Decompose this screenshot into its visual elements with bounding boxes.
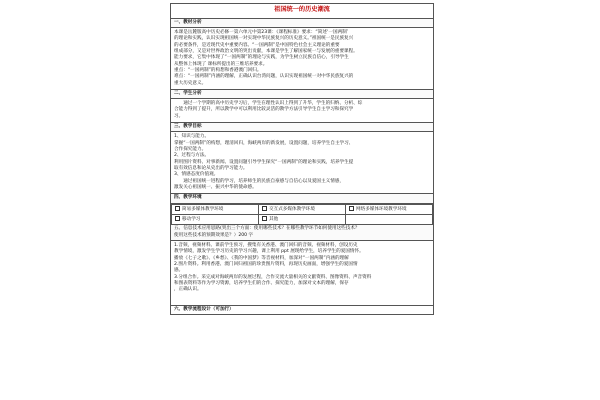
section-5-line: 2.图片资料。利用香港、澳门回归祖国的珍贵图片资料，再现历史画面，增强学生的爱国情	[174, 262, 358, 268]
checkbox-icon	[262, 206, 267, 211]
section-3-line: 通过祖国统一进程的学习，培养师生的民族自豪感与自信心以及爱国主义情感，	[183, 178, 344, 184]
section-5-line: 教学情境，激发学生学习历史的学习兴趣，课上利用 ppt 展现给学生，培养学生的爱国情怀。	[174, 249, 364, 255]
section-1-line: 重大历史意义。	[174, 80, 207, 86]
section-1-body	[171, 28, 433, 90]
section-1-line: 的必要条件，是近现代史中重要内容。“一国两制”是中国特色社会主义理论的重要	[174, 42, 340, 48]
section-3-line: 2、过程与方法。	[174, 153, 210, 159]
section-6-heading: 六、教学流程设计（可加行）	[174, 306, 234, 312]
section-5-line: ，正确认识。	[174, 287, 202, 293]
section-1-heading: 一、教材分析	[171, 19, 433, 28]
env-option[interactable]: 简易多媒体教学环境	[172, 204, 259, 214]
section-3-line: 利用图片资料、对事新闻、设置问题引导学生探究“一国两制”的理论和实践，培养学生提	[174, 159, 354, 165]
lesson-plan-document	[170, 3, 434, 315]
checkbox-icon	[175, 206, 180, 211]
section-1-line: 从整体上体现了 课标所提出的三维培养要求。	[174, 61, 268, 67]
section-5-heading: 五、信息技术应用思路(突出三个方面：使用哪些技术？在哪些教学环节如何使用这些技术？ 使用这些技术的预期效果是？）200 字	[171, 225, 433, 241]
env-option[interactable]: 网络多媒体环境教学环境	[346, 204, 433, 214]
section-5-line: 1.音频，视频材料。课前学生预习，搜集有关香港、澳门回归的音频、视频材料，创设历史	[174, 243, 358, 249]
section-3-line: 掌握“一国两制”的构想，理清回归，海峡两岸的新发展，设置问题，培养学生自主学习、	[174, 140, 354, 146]
blank-space	[174, 294, 430, 303]
section-2-line: 通过一个学期的高中历史学习后，学生在理性认识上得到了升华，学生的归纳、分析、综	[183, 101, 363, 107]
section-5-line: 3.分组合作。采完成对海峡两岸的发展过程，合作交流大量相关的文献资料、图像资料、声音资料	[174, 274, 372, 280]
section-2-body	[171, 99, 433, 123]
section-1-line: 难点：“一国两制”内涵的理解，正确认识台湾问题，认识实现祖国统一对中华民族复兴的	[174, 74, 354, 80]
section-2-line: 习。	[174, 113, 184, 119]
env-option[interactable]: 其他	[259, 215, 346, 225]
env-option-empty	[346, 215, 433, 225]
section-5-line: 感。	[174, 268, 184, 274]
section-3-line: 合作探究能力。	[174, 147, 207, 153]
section-3-line: 激发关心祖国统一、振兴中华的使命感。	[174, 185, 257, 191]
section-2-heading: 二、学生分析	[171, 90, 433, 99]
section-2-line: 合能力得到了提升，所以教学中可以利用比较灵活的教学方法引导学生自主学习和探究学	[174, 107, 354, 113]
env-option[interactable]: 移动学习	[172, 215, 259, 225]
section-1-line: 组成部分，又是对世界政治文明的突出贡献，本课是学生了解国家统一与发展的重要课程。	[174, 48, 358, 54]
env-option[interactable]: 交互式多媒体教学环境	[259, 204, 346, 214]
section-1-line: 的理论和实践，认识实现祖国统一对实现中华民族复兴的历史意义。”祖国统一是民族复兴	[174, 36, 354, 42]
section-4-heading: 四、教学环境	[171, 194, 433, 203]
section-5-body	[171, 241, 433, 306]
checkbox-icon	[262, 216, 267, 221]
environment-options-table	[171, 204, 433, 226]
section-1-line: 重点：“一国两制”的构想和香港澳门回归。	[174, 67, 262, 73]
checkbox-icon	[175, 216, 180, 221]
section-5-line: 播放《七子之歌》、《乡愁》、《我的中国梦》等音视材料，加深对“一国两制”内涵的理解	[174, 255, 349, 261]
section-3-line: 3、情感态度价值观。	[174, 172, 219, 178]
section-3-heading: 三、教学目标	[171, 123, 433, 132]
section-3-line: 1、知识与能力。	[174, 134, 210, 140]
section-1-line: 本课是岳麓版高中历史必修一第六单元中第23课：《课程标准》要求：“简述‘一国两制’	[174, 29, 349, 35]
section-5-line: 和图表资料等作为学习资源，培养学生们的合作、探究能力，加深对文本的理解，保存	[174, 281, 349, 287]
checkbox-icon	[349, 206, 354, 211]
section-3-body	[171, 132, 433, 194]
section-3-line: 取有效信息和论从史出的学习能力。	[174, 166, 248, 172]
section-1-line: 能力要求，它集中体现了“一国两制”的理论与实践，为学生树立民族自信心，引导学生	[174, 55, 349, 61]
document-title: 祖国统一的历史潮流	[171, 4, 433, 19]
